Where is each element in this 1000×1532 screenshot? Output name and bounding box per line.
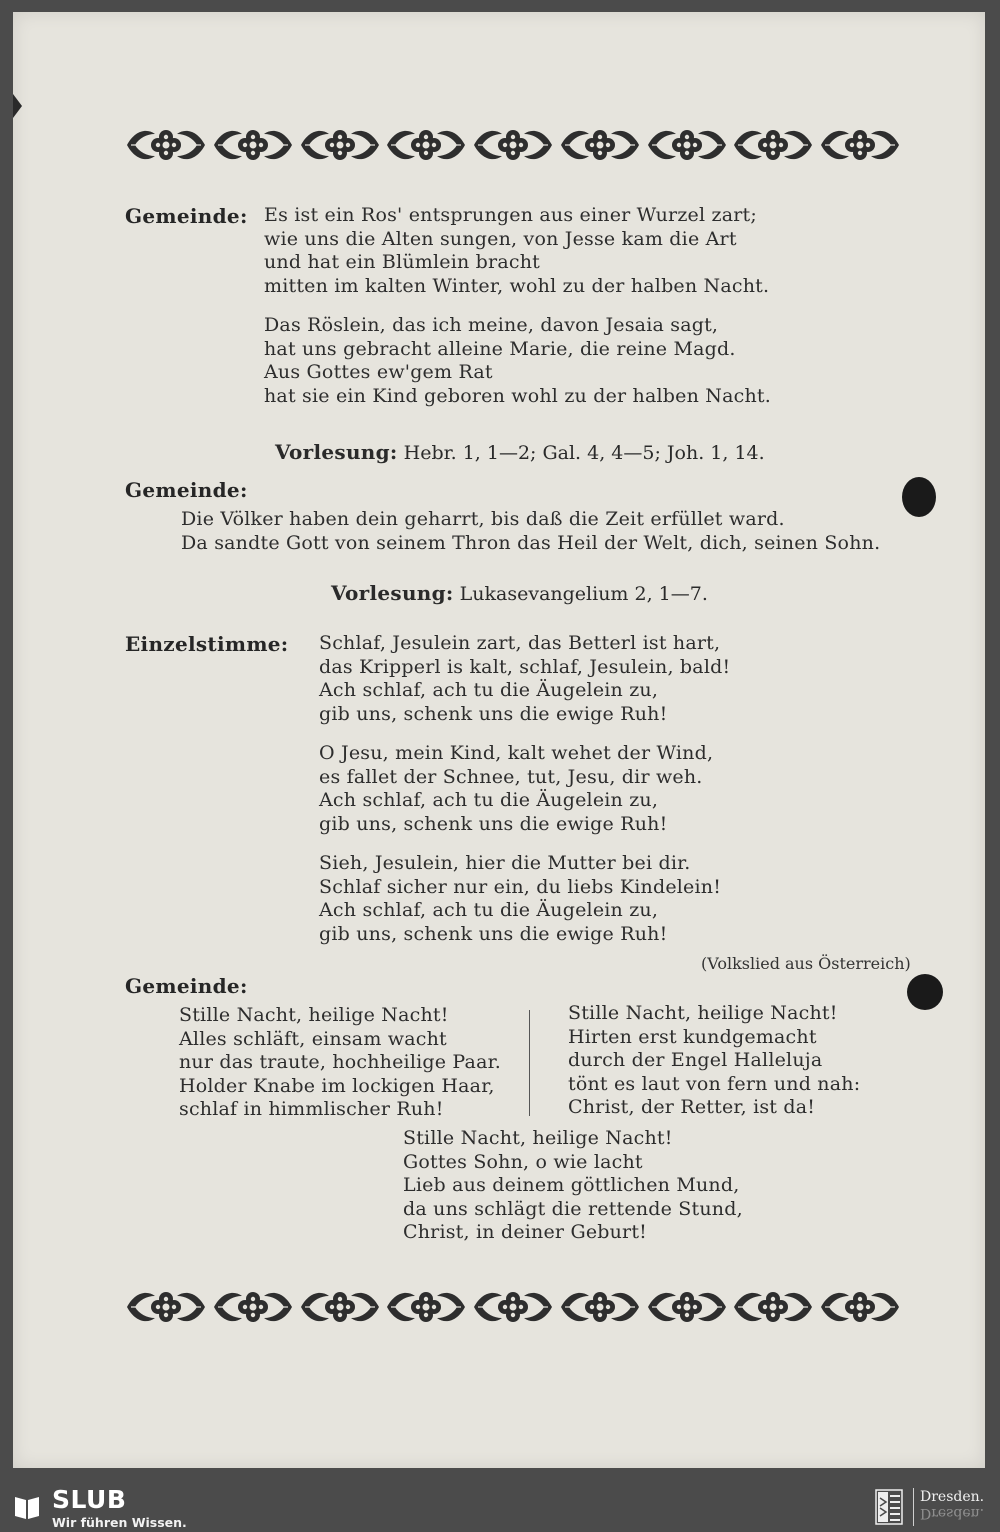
floral-border-icon xyxy=(732,1286,814,1332)
slub-tagline: Wir führen Wissen. xyxy=(52,1515,187,1530)
punch-hole-stain xyxy=(902,477,936,517)
floral-border-icon xyxy=(559,1286,641,1332)
verse-voelker: Die Völker haben dein geharrt, bis daß die Zeit erfüllet ward. Da sandte Gott von seinem Thron das Heil der Welt, dich, seinen Sohn. xyxy=(181,508,881,554)
logo-separator xyxy=(913,1488,914,1526)
reading-1-text: Hebr. 1, 1—2; Gal. 4, 4—5; Joh. 1, 14. xyxy=(403,442,765,464)
reading-2 xyxy=(331,581,708,605)
floral-border-icon xyxy=(299,124,381,170)
verse-schlaf-jesulein-1: Schlaf, Jesulein zart, das Betterl ist hart, das Kripperl is kalt, schlaf, Jesulein, bald! Ach schlaf, ach tu die Äugelein zu, gib uns, schenk uns die ewige Ruh! xyxy=(319,632,731,725)
punch-hole xyxy=(907,974,943,1010)
floral-border-icon xyxy=(472,1286,554,1332)
floral-border-icon xyxy=(125,124,207,170)
floral-border-icon xyxy=(385,124,467,170)
document-page xyxy=(13,12,985,1468)
ornament-border-top xyxy=(125,125,901,169)
section-label-gemeinde-3: Gemeinde: xyxy=(125,974,248,998)
verse-es-ist-ein-ros-2: Das Röslein, das ich meine, davon Jesaia sagt, hat uns gebracht alleine Marie, die reine Magd. Aus Gottes ew'gem Rat hat sie ein Kind geboren wohl zu der halben Nacht. xyxy=(264,314,771,407)
floral-border-icon xyxy=(819,1286,901,1332)
reading-2-text: Lukasevangelium 2, 1—7. xyxy=(459,583,708,605)
section-label-einzelstimme: Einzelstimme: xyxy=(125,632,289,656)
reading-1 xyxy=(275,440,765,464)
column-divider xyxy=(529,1010,530,1116)
song-source-note: (Volkslied aus Österreich) xyxy=(701,954,911,973)
city-logo-text[interactable]: Dresden. xyxy=(920,1489,985,1505)
verse-schlaf-jesulein-3: Sieh, Jesulein, hier die Mutter bei dir. Schlaf sicher nur ein, du liebs Kindelein! Ach schlaf, ach tu die Äugelein zu, gib uns, schenk uns die ewige Ruh! xyxy=(319,852,722,945)
verse-es-ist-ein-ros-1: Es ist ein Ros' entsprungen aus einer Wurzel zart; wie uns die Alten sungen, von Jesse kam die Art und hat ein Blümlein bracht mitten im kalten Winter, wohl zu der halben Nacht. xyxy=(264,204,770,297)
slub-logo-text[interactable]: SLUB xyxy=(52,1485,127,1514)
reading-2-label: Vorlesung: xyxy=(331,581,454,605)
verse-schlaf-jesulein-2: O Jesu, mein Kind, kalt wehet der Wind, es fallet der Schnee, tut, Jesu, dir weh. Ach schlaf, ach tu die Äugelein zu, gib uns, schenk uns die ewige Ruh! xyxy=(319,742,714,835)
floral-border-icon xyxy=(472,124,554,170)
floral-border-icon xyxy=(125,1286,207,1332)
dresden-crest-icon[interactable] xyxy=(874,1488,904,1526)
section-label-gemeinde-2: Gemeinde: xyxy=(125,478,248,502)
verse-stille-nacht-3: Stille Nacht, heilige Nacht! Gottes Sohn, o wie lacht Lieb aus deinem göttlichen Mund, da uns schlägt die rettende Stund, Christ, in deiner Geburt! xyxy=(403,1127,743,1243)
floral-border-icon xyxy=(385,1286,467,1332)
floral-border-icon xyxy=(819,124,901,170)
floral-border-icon xyxy=(646,124,728,170)
floral-border-icon xyxy=(559,124,641,170)
floral-border-icon xyxy=(212,124,294,170)
floral-border-icon xyxy=(212,1286,294,1332)
floral-border-icon xyxy=(646,1286,728,1332)
verse-stille-nacht-2: Stille Nacht, heilige Nacht! Hirten erst kundgemacht durch der Engel Halleluja tönt es laut von fern und nah: Christ, der Retter, ist da! xyxy=(568,1002,861,1118)
section-label-gemeinde-1: Gemeinde: xyxy=(125,204,248,228)
verse-stille-nacht-1: Stille Nacht, heilige Nacht! Alles schläft, einsam wacht nur das traute, hochheilige Paar. Holder Knabe im lockigen Haar, schlaf in himmlischer Ruh! xyxy=(179,1004,502,1120)
floral-border-icon xyxy=(732,124,814,170)
reading-1-label: Vorlesung: xyxy=(275,440,398,464)
city-logo-reflection: Dresden. xyxy=(920,1505,985,1521)
floral-border-icon xyxy=(299,1286,381,1332)
edge-mark xyxy=(13,94,22,118)
ornament-border-bottom xyxy=(125,1287,901,1331)
footer-bar xyxy=(0,1483,1000,1532)
slub-book-icon xyxy=(12,1492,42,1522)
